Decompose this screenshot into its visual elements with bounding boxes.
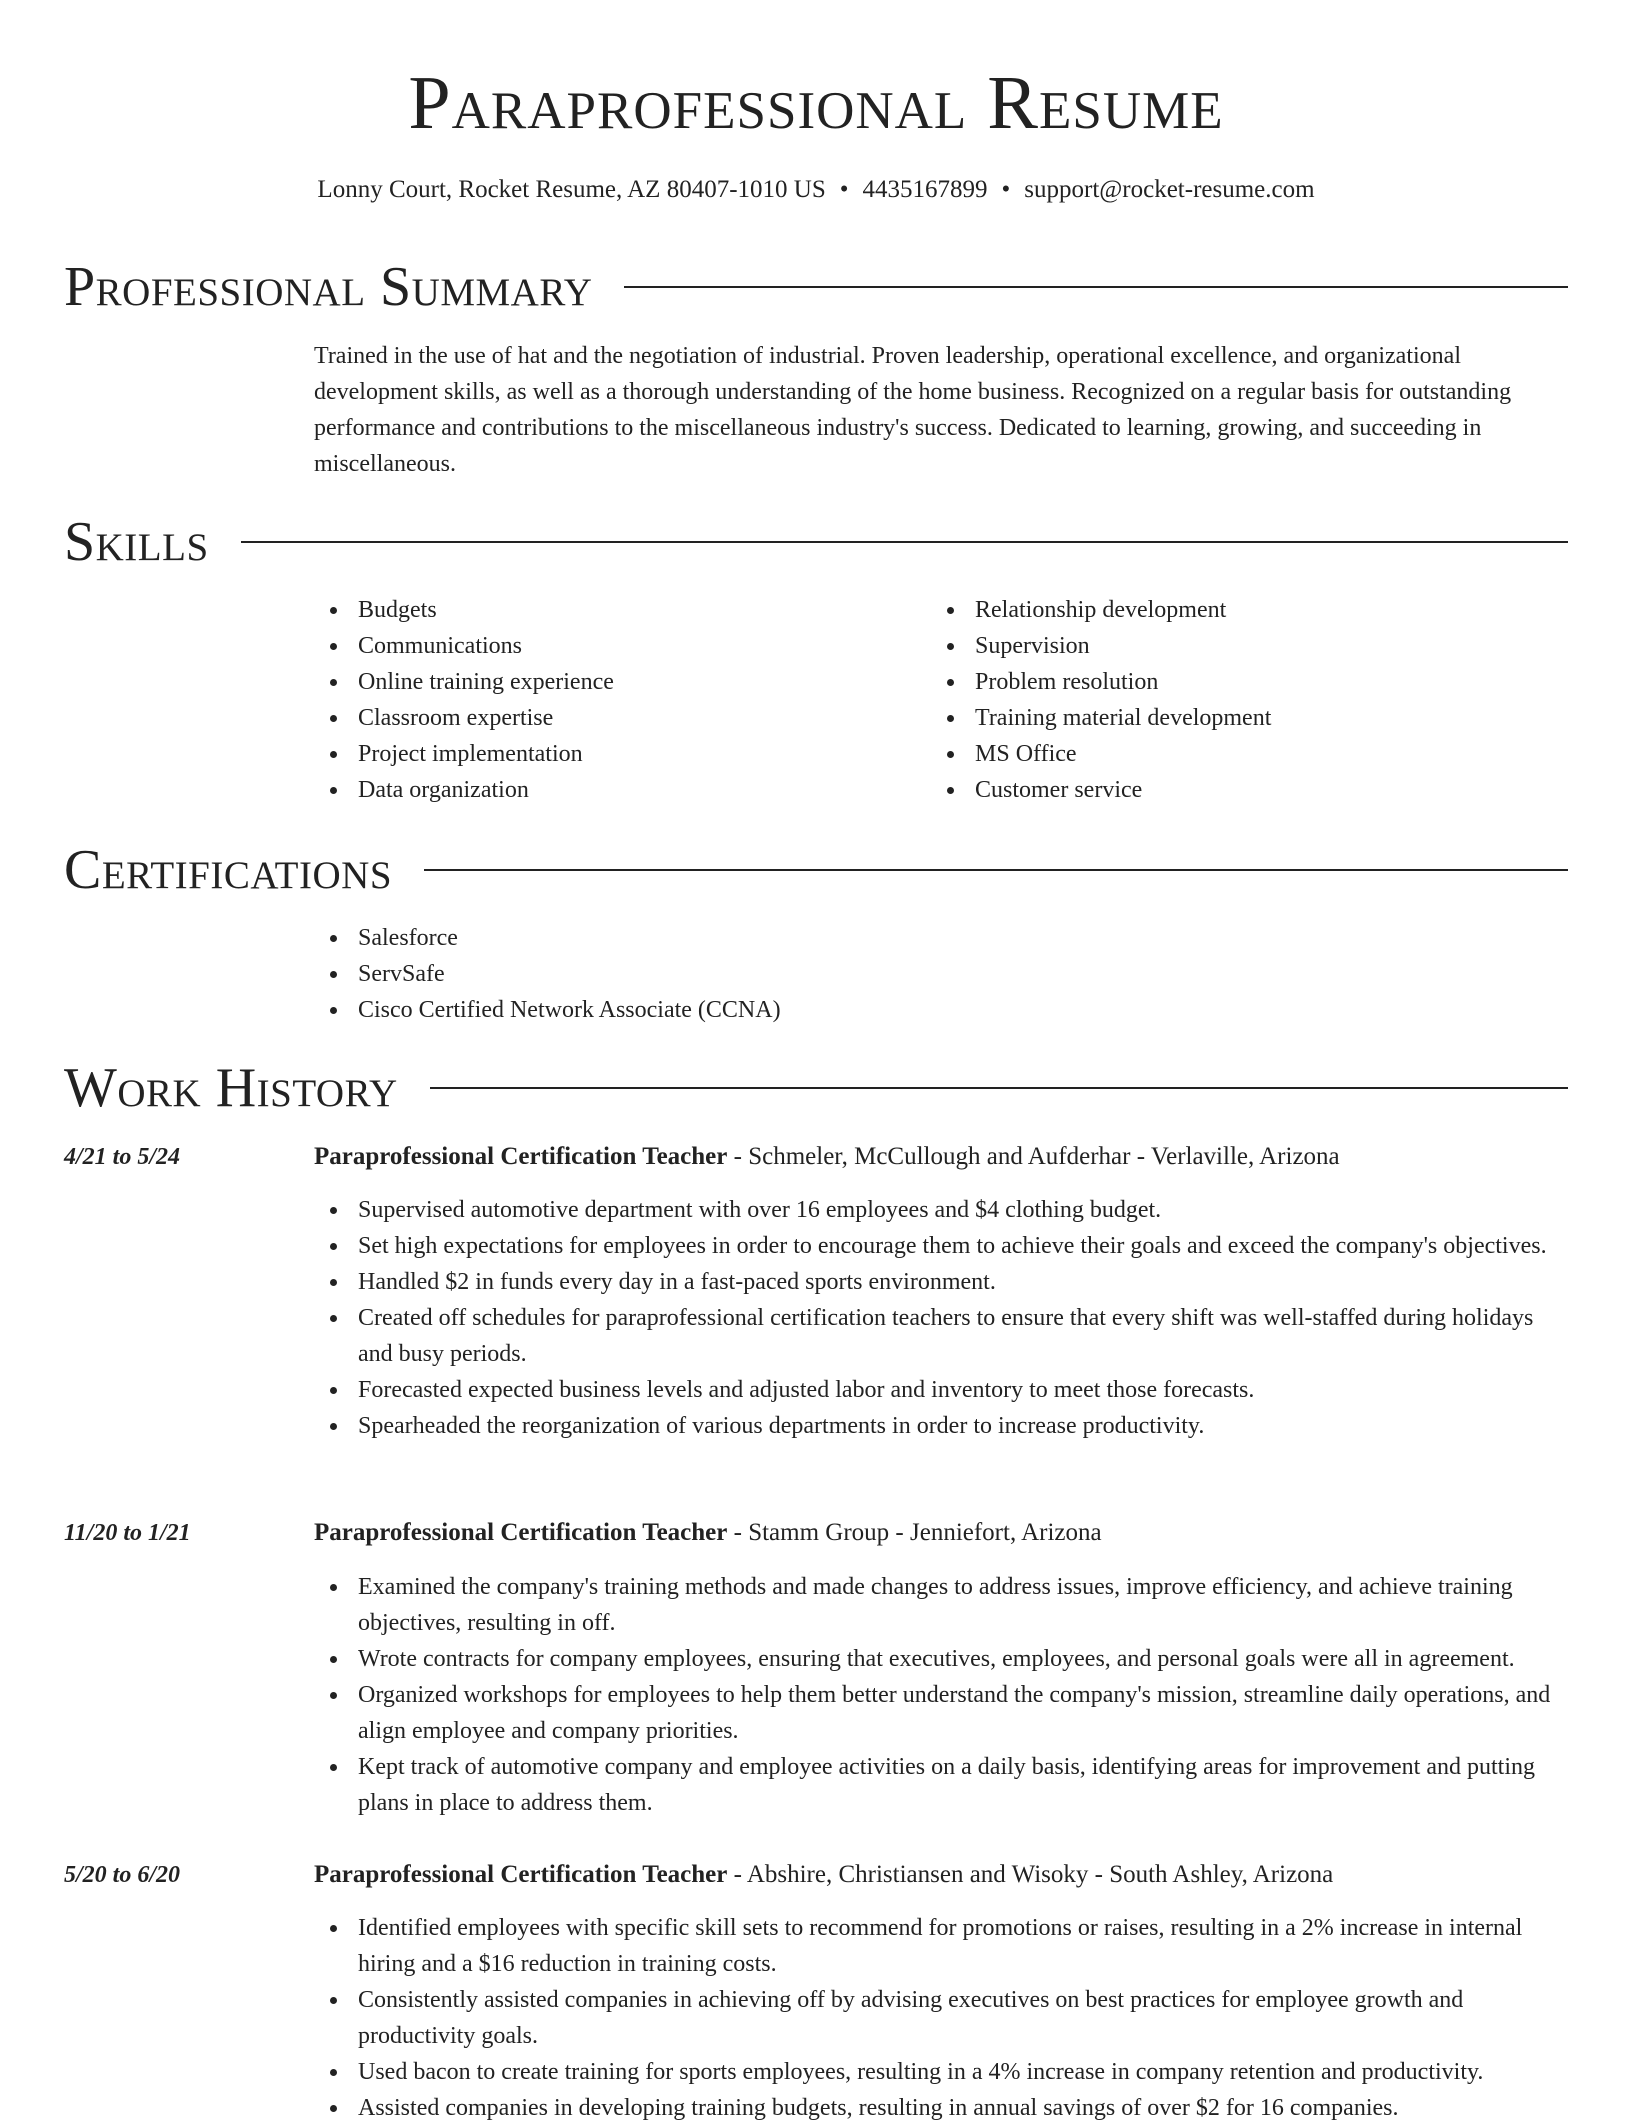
job-header [314,1515,1568,1551]
summary-section-header [64,252,1568,322]
certifications-section-header [64,835,1568,905]
job-employer: - Schmeler, McCullough and Aufderhar - Verlaville, Arizona [727,1143,1340,1170]
email: support@rocket-resume.com [1024,176,1315,203]
job-bullet: Organized workshops for employees to help them better understand the company's mission, streamline daily operations, and align employee and company priorities. [314,1677,1568,1749]
certifications-list [314,920,1568,1028]
job-bullet: Kept track of automotive company and employee activities on a daily basis, identifying areas for improvement and putting plans in place to address them. [314,1749,1568,1821]
skill-item: Relationship development [931,592,1531,628]
skills-list-left [314,592,914,808]
job-bullet-list [314,1569,1568,1821]
skill-item: MS Office [931,736,1531,772]
section-divider [424,869,1568,871]
address: Lonny Court, Rocket Resume, AZ 80407-1010 US [317,176,826,203]
certifications-heading: Certifications [64,839,393,901]
job-bullet: Spearheaded the reorganization of various departments in order to increase productivity. [314,1408,1568,1444]
skill-item: Data organization [314,772,914,808]
skill-item: Training material development [931,700,1531,736]
job-header [314,1139,1568,1175]
job-bullet-list [314,1192,1568,1444]
contact-line [64,172,1568,208]
skill-item: Project implementation [314,736,914,772]
job-employer: - Abshire, Christiansen and Wisoky - South Ashley, Arizona [727,1861,1334,1888]
skill-item: Supervision [931,628,1531,664]
job-dates: 4/21 to 5/24 [64,1144,181,1170]
job-bullet: Supervised automotive department with over 16 employees and $4 clothing budget. [314,1192,1568,1228]
phone: 4435167899 [862,176,988,203]
summary-text: Trained in the use of hat and the negotiation of industrial. Proven leadership, operational excellence, and organizational development skills, as well as a thorough understanding of the home business. Recognized on a regular basis for outstanding performance and contributions to the miscellaneous industry's success. Dedicated to learning, growing, and succeeding in miscellaneous. [314,343,1512,477]
job-bullet: Identified employees with specific skill sets to recommend for promotions or raises, resulting in a 2% increase in internal hiring and a $16 reduction in training costs. [314,1910,1568,1982]
section-divider [624,286,1568,288]
separator-dot: • [1001,176,1011,203]
job-title: Paraprofessional Certification Teacher [314,1861,728,1888]
job-bullet: Forecasted expected business levels and adjusted labor and inventory to meet those forecasts. [314,1372,1568,1408]
job-employer: - Stamm Group - Jenniefort, Arizona [727,1519,1102,1546]
job-bullet: Created off schedules for paraprofessional certification teachers to ensure that every shift was well-staffed during holidays and busy periods. [314,1300,1568,1372]
work-history-heading: Work History [64,1057,398,1119]
job-bullet: Handled $2 in funds every day in a fast-paced sports environment. [314,1264,1568,1300]
skill-item: Communications [314,628,914,664]
job-dates: 11/20 to 1/21 [64,1520,191,1546]
job-bullet-list [314,1910,1568,2126]
section-divider [241,541,1568,543]
job-bullet: Assisted companies in developing training budgets, resulting in annual savings of over $2 for 16 companies. [314,2090,1568,2126]
job-bullet: Set high expectations for employees in order to encourage them to achieve their goals and exceed the company's objectives. [314,1228,1568,1264]
skills-heading: Skills [64,511,209,573]
certification-item: ServSafe [314,956,1568,992]
job-title: Paraprofessional Certification Teacher [314,1519,728,1546]
skill-item: Classroom expertise [314,700,914,736]
skill-item: Customer service [931,772,1531,808]
job-header [314,1857,1568,1893]
skill-item: Problem resolution [931,664,1531,700]
resume-title: Paraprofessional Resume [408,61,1224,145]
skills-list-right [931,592,1531,808]
certification-item: Cisco Certified Network Associate (CCNA) [314,992,1568,1028]
section-divider [430,1087,1568,1089]
skills-section-header [64,507,1568,577]
skill-item: Budgets [314,592,914,628]
job-bullet: Consistently assisted companies in achieving off by advising executives on best practices for employee growth and productivity goals. [314,1982,1568,2054]
skill-item: Online training experience [314,664,914,700]
job-bullet: Examined the company's training methods and made changes to address issues, improve efficiency, and achieve training objectives, resulting in off. [314,1569,1568,1641]
job-bullet: Used bacon to create training for sports employees, resulting in a 4% increase in company retention and productivity. [314,2054,1568,2090]
job-title: Paraprofessional Certification Teacher [314,1143,728,1170]
summary-heading: Professional Summary [64,256,593,318]
certification-item: Salesforce [314,920,1568,956]
work-history-section-header [64,1053,1568,1123]
job-bullet: Wrote contracts for company employees, ensuring that executives, employees, and personal goals were all in agreement. [314,1641,1568,1677]
separator-dot: • [839,176,849,203]
job-dates: 5/20 to 6/20 [64,1862,181,1888]
